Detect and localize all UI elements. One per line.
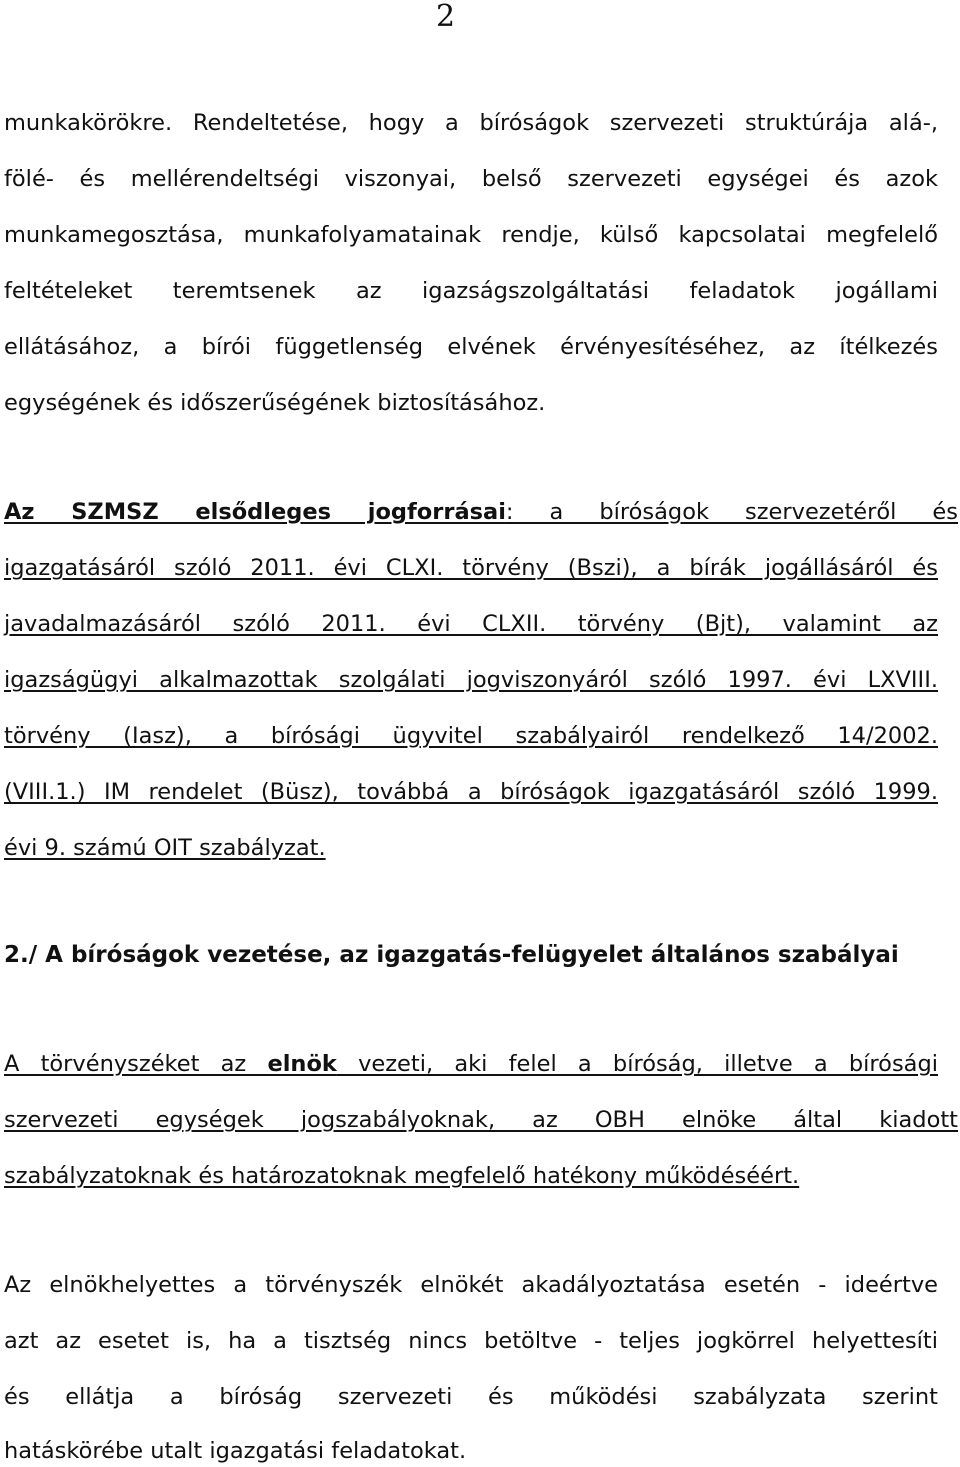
text-segment: : a bíróságok szervezetéről és	[505, 499, 958, 525]
text-line: évi 9. számú OIT szabályzat.	[4, 835, 326, 861]
text-line: egységének és időszerűségének biztosításához.	[4, 390, 546, 416]
text-line: (VIII.1.) IM rendelet (Büsz), továbbá a bíróságok igazgatásáról szóló 1999.	[4, 779, 938, 805]
text-line: feltételeket teremtsenek az igazságszolgáltatási feladatok jogállami	[4, 278, 938, 304]
text-line: igazságügyi alkalmazottak szolgálati jogviszonyáról szóló 1997. évi LXVIII.	[4, 667, 938, 693]
text-line: és ellátja a bíróság szervezeti és működési szabályzata szerint	[4, 1384, 938, 1410]
text-line: hatáskörébe utalt igazgatási feladatokat.	[4, 1438, 467, 1464]
text-line: igazgatásáról szóló 2011. évi CLXI. törvény (Bszi), a bírák jogállásáról és	[4, 555, 938, 581]
text-line: szabályzatoknak és határozatoknak megfelelő hatékony működéséért.	[4, 1163, 800, 1189]
text-line: ellátásához, a bírói függetlenség elvének érvényesítéséhez, az ítélkezés	[4, 334, 938, 360]
text-line: Az elnökhelyettes a törvényszék elnökét akadályoztatása esetén - ideértve	[4, 1272, 938, 1298]
text-line: munkakörökre. Rendeltetése, hogy a bíróságok szervezeti struktúrája alá-,	[4, 110, 938, 136]
text-line: fölé- és mellérendeltségi viszonyai, belső szervezeti egységei és azok	[4, 166, 938, 192]
text-line	[4, 497, 958, 527]
legal-sources-label: Az SZMSZ elsődleges jogforrásai	[4, 499, 506, 525]
section-heading: 2./ A bíróságok vezetése, az igazgatás-felügyelet általános szabályai	[4, 942, 899, 968]
page-number: 2	[436, 0, 456, 34]
text-line: azt az esetet is, ha a tisztség nincs betöltve - teljes jogkörrel helyettesíti	[4, 1328, 938, 1354]
text-line: javadalmazásáról szóló 2011. évi CLXII. törvény (Bjt), valamint az	[4, 611, 938, 637]
text-segment: vezeti, aki felel a bíróság, illetve a bírósági	[336, 1051, 938, 1077]
text-line: szervezeti egységek jogszabályoknak, az OBH elnöke által kiadott	[4, 1107, 958, 1133]
president-term: elnök	[267, 1051, 337, 1077]
text-line: munkamegosztása, munkafolyamatainak rendje, külső kapcsolatai megfelelő	[4, 222, 938, 248]
text-segment: A törvényszéket az	[4, 1051, 268, 1077]
text-line: törvény (Iasz), a bírósági ügyvitel szabályairól rendelkező 14/2002.	[4, 723, 938, 749]
text-line	[4, 1049, 938, 1079]
